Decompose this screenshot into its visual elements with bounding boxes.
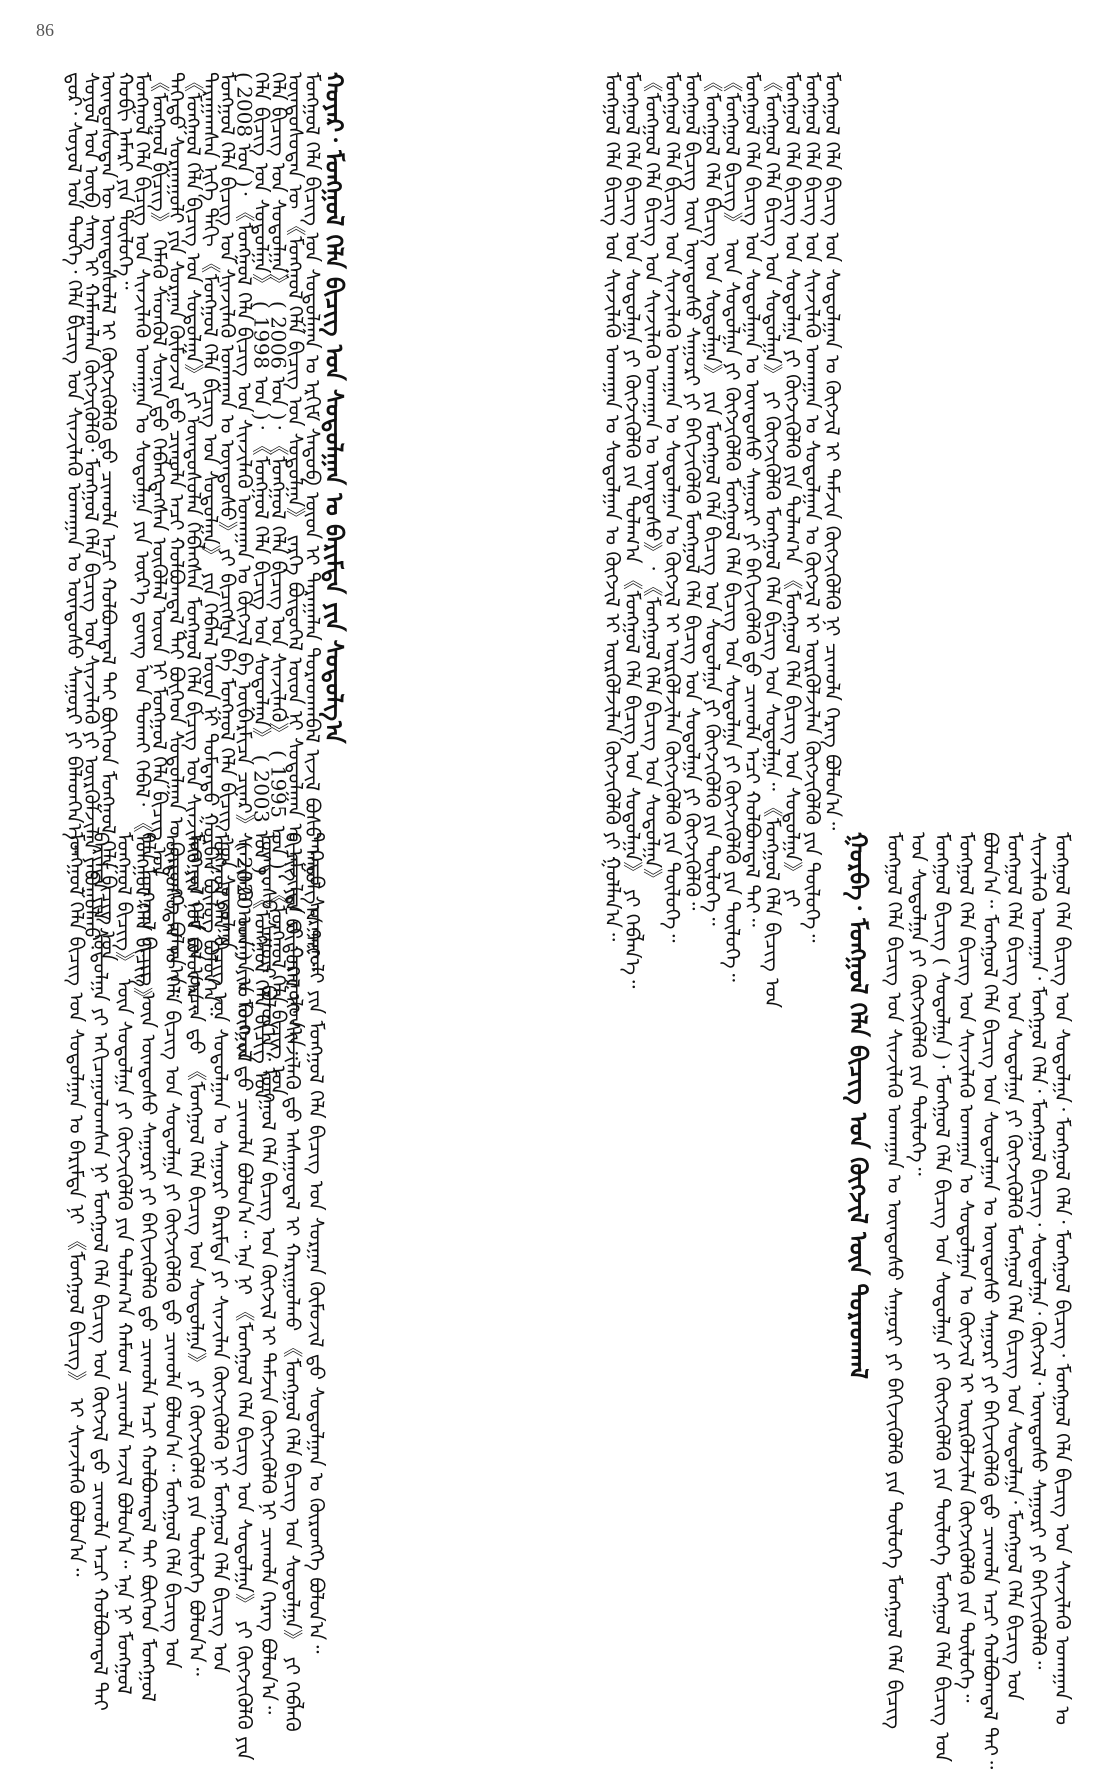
body-text-block-3 xyxy=(598,72,845,1008)
text-column: ᠤᠨ ᠰᠤᠳᠤᠯᠭᠠ ᠶᠢ ᠬᠥᠭᠵᠢᠭᠦᠯᠬᠦ ᠶᠢᠨ ᠲᠥᠯᠥᠭᠡ᠃ xyxy=(906,832,931,1176)
body-text-block-1 xyxy=(60,72,325,1101)
text-column: ᠮᠣᠩᠭᠣᠯ ᠬᠡᠯᠡ ᠪᠢᠴᠢᠭ ᠤᠨ ᠰᠢᠨᠵᠢᠯᠡᠬᠦ ᠤᠬᠠᠭᠠᠨ ᠤ ᠦᠨᠳᠦᠰᠦ ᠰᠠᠭᠤᠷᠢ ᠶᠢ ᠪᠡᠬᠢᠵᠢᠭᠦᠯᠬᠦ ᠶᠢᠨ ᠲᠥᠯᠥᠭᠡ ᠮᠣᠩᠭᠣᠯ ᠬᠡᠯᠡ ᠪᠢᠴᠢᠭ xyxy=(882,832,907,1730)
body-text-block-4 xyxy=(880,832,1075,1769)
text-column: ᠮᠣᠩᠭᠣᠯ ᠪᠢᠴᠢᠭ᠌》 ᠦᠨ ᠰᠤᠳᠤᠯᠭᠠ ᠶᠢ ᠬᠥᠭᠵᠢᠭᠦᠯᠬᠦ ᠶᠢᠨ ᠲᠤᠯᠠᠭ᠎ᠠ ᠬᠠᠮᠤᠭ ᠴᠢᠬᠤᠯᠠ ᠠᠵᠢᠯ ᠪᠣᠯᠤᠨ᠎ᠠ᠃ ᠡᠨᠡ ᠨᠢ ᠮᠣᠩᠭᠣᠯ xyxy=(112,832,137,1695)
text-column: ᠮᠣᠩᠭᠣᠯ ᠬᠡᠯᠡ ᠪᠢᠴᠢᠭ ᠤᠨ ᠰᠢᠨᠵᠢᠯᠡᠬᠦ ᠤᠬᠠᠭᠠᠨ ᠤ ᠰᠤᠳᠤᠯᠭᠠᠨ ᠤ ᠬᠥᠭᠵᠢᠯ ᠢ ᠦᠷᠭᠦᠯᠵᠢᠯᠡᠨ ᠬᠥᠭᠵᠢᠭᠦᠯᠬᠦ ᠶᠢᠨ ᠲᠥᠯᠥᠭᠡ᠃ xyxy=(800,72,825,943)
text-column: ᠮᠣᠩᠭᠣᠯ ᠬᠡᠯᠡ ᠪᠢᠴᠢᠭ ᠤᠨ ᠰᠤᠳᠤᠯᠭᠠ ᠶᠢ ᠬᠥᠭᠵᠢᠭᠦᠯᠬᠦ ᠶᠢᠨ ᠲᠤᠯᠠᠭ᠎ᠠ 《ᠮᠣᠩᠭᠣᠯ ᠬᠡᠯᠡ ᠪᠢᠴᠢᠭ ᠤᠨ ᠰᠤᠳᠤᠯᠭᠠ》 ᠶᠢ ᠬᠡᠪᠯᠡᠨ᠎ᠡ᠃ xyxy=(620,72,645,989)
text-column: ᠬᠡᠯᠡ ᠪᠢᠴᠢᠭ ᠤᠨ ᠰᠤᠳᠤᠯᠭᠠ》 ( 2006 ᠣᠨ )᠂ 《ᠮᠣᠩᠭᠣᠯ ᠬᠡᠯᠡ ᠪᠢᠴᠢᠭ ᠤᠨ ᠰᠢᠨᠵᠢᠯᠡᠬᠦ》 ( 1995 ᠣᠨ )᠂ 《ᠮᠣᠩᠭᠣᠯ ᠬᠡᠯᠡ ᠪᠢᠴᠢᠭ ᠤᠨ xyxy=(266,72,291,1096)
text-column: ᠦᠨᠳᠦᠰᠦᠲᠡᠨ ᠦ ᠬᠡᠯᠡ ᠪᠢᠴᠢᠭ ᠤᠨ ᠰᠤᠳᠤᠯᠭᠠ ᠶᠢ ᠬᠥᠭᠵᠢᠭᠦᠯᠬᠦ ᠳ᠋ᠤ ᠴᠢᠬᠤᠯᠠ ᠪᠣᠯᠤᠨ᠎ᠠ᠃ ᠮᠣᠩᠭᠣᠯ ᠬᠡᠯᠡ ᠪᠢᠴᠢᠭ ᠤᠨ xyxy=(160,832,185,1669)
text-column: ᠮᠣᠩᠭᠣᠯ ᠪᠢᠴᠢᠭ᠌ ᠦᠨ ᠦᠨᠳᠦᠰᠦ ᠰᠠᠭᠤᠷᠢ ᠶᠢ ᠪᠡᠬᠢᠵᠢᠭᠦᠯᠬᠦ ᠮᠣᠩᠭᠣᠯ ᠬᠡᠯᠡ ᠪᠢᠴᠢᠭ ᠤᠨ ᠰᠤᠳᠤᠯᠭᠠ ᠶᠢ ᠬᠥᠭᠵᠢᠭᠦᠯᠬᠦ᠃ xyxy=(680,72,705,911)
text-column: ᠦᠨᠳᠦᠰᠦ ᠰᠠᠭᠤᠷᠢ ᠪᠣᠯᠤᠨ᠎ᠠ᠃ ᠮᠣᠩᠭᠣᠯ ᠬᠡᠯᠡ ᠪᠢᠴᠢᠭ ᠤᠨ ᠬᠥᠭᠵᠢᠯ ᠢ ᠳᠡᠮᠵᠢᠨ ᠬᠥᠭᠵᠢᠭᠦᠯᠬᠦ ᠨᠢ ᠴᠢᠬᠤᠯᠠ ᠬᠡᠷᠡᠭ ᠪᠣᠯᠤᠨ᠎ᠠ᠃ xyxy=(256,832,281,1715)
text-column: ᠮᠣᠩᠭᠣᠯ ᠬᠡᠯᠡ ᠪᠢᠴᠢᠭ ᠤᠨ ᠰᠢᠨᠵᠢᠯᠡᠬᠦ ᠤᠬᠠᠭᠠᠨ ᠤ ᠦᠨᠳᠦᠰᠦ》 ᠶᠢ ᠪᠢᠴᠢᠭᠰᠡᠨ ᠪᠠ ᠮᠣᠩᠭᠣᠯ ᠬᠡᠯᠡ ᠪᠢᠴᠢᠭ ᠤᠨ ᠰᠤᠳᠤᠯᠭᠠ xyxy=(215,72,240,949)
text-column: ᠮᠣᠩᠭᠣᠯ ᠬᠡᠯᠡ ᠪᠢᠴᠢᠭ ᠤᠨ ᠰᠤᠳᠤᠯᠭᠠᠨ ᠤ ᠬᠥᠭᠵᠢᠯ ᠢ ᠳᠡᠮᠵᠢᠨ ᠬᠥᠭᠵᠢᠭᠦᠯᠬᠦ ᠨᠢ ᠴᠢᠬᠤᠯᠠ ᠬᠡᠷᠡᠭ ᠪᠣᠯᠤᠨ᠎ᠠ᠃ xyxy=(820,72,845,831)
text-column: ᠰᠣᠶᠣᠯ ᠤᠨ ᠦᠪ ᠰᠠᠩ ᠢ ᠬᠠᠮᠠᠭᠠᠯᠠᠨ ᠬᠥᠭᠵᠢᠭᠦᠯᠬᠦ᠂ ᠮᠣᠩᠭᠣᠯ ᠬᠡᠯᠡ ᠪᠢᠴᠢᠭ ᠤᠨ ᠰᠢᠨᠵᠢᠯᠡᠬᠦ ᠶᠢ ᠦᠷᠭᠦᠯᠵᠢᠯᠡᠨ ᠶᠠᠪᠤᠭᠤᠯᠬᠤ᠂ xyxy=(79,72,104,950)
text-column: ᠮᠣᠩᠭᠣᠯ ᠬᠡᠯᠡ ᠪᠢᠴᠢᠭ ᠤᠨ ᠰᠢᠨᠵᠢᠯᠡᠬᠦ ᠤᠬᠠᠭᠠᠨ ᠤ ᠰᠤᠳᠤᠯᠭᠠᠨ ᠤ ᠬᠥᠭᠵᠢᠯ ᠢ ᠦᠷᠭᠦᠯᠵᠢᠯᠡᠨ ᠬᠥᠭᠵᠢᠭᠦᠯᠬᠦ ᠶᠢᠨ ᠲᠥᠯᠥᠭᠡ᠃ xyxy=(954,832,979,1703)
text-column: ᠦᠨᠳᠦᠰᠦᠲᠡᠨ ᠦ ᠦᠨᠳᠦᠰᠦᠯᠡᠯ ᠢ ᠬᠥᠭᠵᠢᠭᠦᠯᠬᠦ ᠳ᠋ᠤ ᠴᠢᠬᠤᠯᠠ ᠠᠴᠢ ᠬᠣᠯᠪᠣᠭᠳᠠᠯ ᠲᠠᠢ ᠪᠥᠭᠡᠳ ᠮᠣᠩᠭᠣᠯ ᠬᠡᠯᠡ ᠪᠢᠴᠢᠭ ᠤᠨ xyxy=(96,72,121,962)
text-column: ᠮᠣᠩᠭᠣᠯ ᠬᠡᠯᠡ ᠪᠢᠴᠢᠭ ᠤᠨ ᠰᠤᠳᠤᠯᠭᠠ᠂ ᠮᠣᠩᠭᠣᠯ ᠬᠡᠯᠡ᠂ ᠮᠣᠩᠭᠣᠯ ᠪᠢᠴᠢᠭ᠌᠂ ᠮᠣᠩᠭᠣᠯ ᠬᠡᠯᠡ ᠪᠢᠴᠢᠭ ᠤᠨ ᠰᠢᠨᠵᠢᠯᠡᠬᠦ ᠤᠬᠠᠭᠠᠨ ᠤ xyxy=(1050,832,1075,1726)
text-column: ᠦᠨᠳᠦᠰᠦᠲᠡᠨ ᠦ 《ᠮᠣᠩᠭᠣᠯ ᠬᠡᠯᠡ ᠪᠢᠴᠢᠭ ᠤᠨ ᠰᠤᠳᠤᠯᠭᠠ》 ᠵᠡᠷᠭᠡ ᠪᠦᠲᠦᠭᠡᠯ ᠦᠳ ᠨᠢ ᠰᠤᠳᠤᠯᠭᠠᠨ ᠤ ᠠᠮᠵᠢᠯᠲᠠ ᠶᠢ ᠬᠠᠷᠠᠭᠤᠯᠤᠨ᠎ᠠ᠃ xyxy=(283,72,308,1060)
text-column: ᠰᠢᠨᠵᠢᠯᠡᠬᠦ ᠤᠬᠠᠭᠠᠨ ᠤ ᠬᠥᠭᠵᠢᠯ ᠳ᠋ᠦ ᠴᠢᠬᠤᠯᠠ ᠪᠣᠯᠤᠨ᠎ᠠ᠃ ᠡᠨᠡ ᠨᠢ 《ᠮᠣᠩᠭᠣᠯ ᠬᠡᠯᠡ ᠪᠢᠴᠢᠭ ᠤᠨ ᠰᠤᠳᠤᠯᠭᠠ》 ᠶᠢ ᠬᠥᠭᠵᠢᠭᠦᠯᠬᠦ ᠶᠢᠨ xyxy=(232,832,257,1761)
text-column: ᠮᠣᠩᠭᠣᠯ ᠬᠡᠯᠡ ᠪᠢᠴᠢᠭ ᠤᠨ ᠰᠤᠳᠤᠯᠭᠠᠨ ᠤ ᠡᠷᠬᠢᠮ ᠰᠡᠳᠦᠪ ᠦᠳ ᠢ ᠳᠠᠷᠠᠭᠠᠯᠠᠨ ᠳᠤᠷᠠᠳᠬᠠᠪᠠᠯ ᠢᠵᠢᠯ ᠪᠤᠰᠤ ᠠᠭᠤᠯᠭ᠎ᠠ ᠲᠠᠢ᠃ xyxy=(300,72,325,972)
text-column: ᠮᠣᠩᠭᠣᠯ ᠬᠡᠯᠡ ᠪᠢᠴᠢᠭ ᠤᠨ ᠰᠢᠨᠵᠢᠯᠡᠬᠦ ᠤᠬᠠᠭᠠᠨ ᠤ ᠰᠤᠳᠤᠯᠭᠠ ᠶᠢᠨ ᠦᠷ᠎ᠡ ᠳ᠋ᠦᠩ ᠤᠨ ᠲᠤᠬᠠᠢ ᠭᠡᠪᠡᠯ᠂ 《ᠮᠣᠩᠭᠣᠯ ᠬᠡᠯᠡ ᠪᠢᠴᠢᠭ᠌》 xyxy=(130,72,155,1008)
section-heading-3: ᠭᠤᠷᠪᠠ᠂ ᠮᠣᠩᠭᠣᠯ ᠬᠡᠯᠡ ᠪᠢᠴᠢᠭ ᠤᠨ ᠬᠥᠭᠵᠢᠯ ᠦᠨ ᠳᠤᠷᠠᠳᠬᠠᠯ xyxy=(844,832,873,1380)
text-column: ᠬᠡᠯᠡ ᠪᠢᠴᠢᠭ ᠤᠨ ᠰᠤᠳᠤᠯᠭᠠ》 ( 1998 ᠣᠨ )᠂ 《ᠮᠣᠩᠭᠣᠯ ᠬᠡᠯᠡ ᠪᠢᠴᠢᠭ ᠤᠨ ᠰᠤᠳᠤᠯᠭᠠ》 ( 2003 ᠣᠨ )᠂ 《ᠮᠣᠩᠭᠣᠯ ᠬᠡᠯᠡ ᠪᠢᠴᠢᠭ ᠤᠨ xyxy=(249,72,274,1101)
text-column: 《ᠮᠣᠩᠭᠣᠯ ᠬᠡᠯᠡ ᠪᠢᠴᠢᠭ ᠤᠨ ᠰᠤᠳᠤᠯᠭᠠ》 ᠶᠢ ᠦᠨᠳᠦᠰᠦᠯᠡᠨ ᠬᠡᠪᠯᠡᠭᠰᠡᠨ ᠮᠣᠩᠭᠣᠯ ᠬᠡᠯᠡ ᠪᠢᠴᠢᠭ ᠤᠨ ᠰᠢᠨᠵᠢᠯᠡᠬᠦ ᠶᠢᠨ ᠨᠣᠮ ᠪᠣᠯᠤᠨ᠎ᠠ᠃ xyxy=(181,72,206,1013)
text-column: 《ᠮᠣᠩᠭᠣᠯ ᠪᠢᠴᠢᠭ᠌》 ᠬᠡᠮᠡᠬᠦ ᠰᠡᠳᠬᠦᠯ ᠰᠣᠨᠢᠨ ᠳ᠋ᠤ ᠬᠡᠪᠯᠡᠭᠳᠡᠭᠰᠡᠨ ᠥᠭᠦᠯᠡᠯ ᠦᠳ ᠨᠢ ᠮᠣᠩᠭᠣᠯ ᠬᠡᠯᠡ ᠪᠢᠴᠢᠭ ᠤᠨ xyxy=(147,72,172,877)
text-column: ᠳᠡᠭᠡᠳᠦ ᠰᠤᠷᠭᠠᠭᠤᠯᠢ ᠶᠢᠨ ᠮᠣᠩᠭᠣᠯ ᠬᠡᠯᠡ ᠪᠢᠴᠢᠭ ᠤᠨ ᠰᠤᠷᠭᠠᠨ ᠬᠦᠮᠦᠵᠢᠯ ᠳ᠋ᠦ ᠰᠤᠳᠤᠯᠭᠠᠨ ᠤ ᠬᠥᠷᠥᠩᠭᠡ ᠪᠣᠯᠤᠨ᠎ᠠ᠃ xyxy=(304,832,329,1654)
text-column: ᠮᠣᠩᠭᠣᠯ ᠬᠡᠯᠡ ᠪᠢᠴᠢᠭ ᠤᠨ ᠰᠤᠳᠤᠯᠭᠠ ᠶᠢ ᠬᠥᠭᠵᠢᠭᠦᠯᠬᠦ ᠶᠢᠨ ᠲᠤᠯᠠᠭ᠎ᠠ 《ᠮᠣᠩᠭᠣᠯ ᠬᠡᠯᠡ ᠪᠢᠴᠢᠭ ᠤᠨ ᠰᠤᠳᠤᠯᠭᠠ》 ᠶᠢ xyxy=(780,72,805,908)
text-column: ᠮᠣᠩᠭᠣᠯ ᠬᠡᠯᠡ ᠪᠢᠴᠢᠭ ᠤᠨ ᠰᠤᠳᠤᠯᠭᠠᠨ ᠤ ᠰᠠᠭᠤᠷᠢ ᠪᠠᠷᠢᠮᠲᠠ ᠶᠢ ᠰᠢᠨᠵᠢᠯᠡᠨ ᠬᠥᠭᠵᠢᠭᠦᠯᠬᠦ ᠨᠢ ᠮᠣᠩᠭᠣᠯ ᠬᠡᠯᠡ ᠪᠢᠴᠢᠭ ᠤᠨ xyxy=(208,832,233,1673)
text-column: ᠮᠣᠩᠭᠣᠯ ᠬᠡᠯᠡ ᠪᠢᠴᠢᠭ ᠤᠨ ᠰᠤᠳᠤᠯᠭᠠᠨ ᠤ ᠪᠠᠷᠢᠮᠲᠠ ᠨᠢ 《ᠮᠣᠩᠭᠣᠯ ᠪᠢᠴᠢᠭ᠌》 ᠢ ᠰᠢᠨᠵᠢᠯᠡᠬᠦ ᠪᠣᠯᠤᠨ᠎ᠠ᠃ xyxy=(64,832,89,1577)
text-column: ᠮᠣᠩᠭᠣᠯ ᠬᠡᠯᠡ ᠪᠢᠴᠢᠭ ᠤᠨ ᠰᠤᠳᠤᠯᠭᠠ ᠶᠢ ᠬᠥᠭᠵᠢᠭᠦᠯᠬᠦ ᠮᠣᠩᠭᠣᠯ ᠬᠡᠯᠡ ᠪᠢᠴᠢᠭ ᠤᠨ ᠰᠤᠳᠤᠯᠭᠠ᠂ ᠮᠣᠩᠭᠣᠯ ᠬᠡᠯᠡ ᠪᠢᠴᠢᠭ ᠤᠨ xyxy=(1002,832,1027,1701)
page-number: 86 xyxy=(36,20,54,40)
text-column: ᠮᠣᠩᠭᠣᠯ ᠬᠡᠯᠡ ᠪᠢᠴᠢᠭ ᠤᠨ ᠰᠢᠨᠵᠢᠯᠡᠬᠦ ᠤᠬᠠᠭᠠᠨ ᠤ ᠰᠤᠳᠤᠯᠭᠠᠨ ᠤ ᠬᠥᠭᠵᠢᠯ ᠢ ᠦᠷᠭᠦᠯᠵᠢᠯᠡᠨ ᠬᠥᠭᠵᠢᠭᠦᠯᠬᠦ ᠶᠢ ᠭᠣᠯᠯᠠᠨ᠎ᠠ᠃ xyxy=(600,72,625,942)
text-column: ᠳ᠋ᠤᠷ᠂ ᠰᠣᠶᠣᠯ ᠤᠨ ᠲᠡᠦᠬᠡ᠂ ᠬᠡᠯᠡ ᠪᠢᠴᠢᠭ ᠤᠨ ᠰᠢᠨᠵᠢᠯᠡᠬᠦ ᠤᠬᠠᠭᠠᠨ ᠤ ᠦᠨᠳᠦᠰᠦ ᠰᠠᠭᠤᠷᠢ ᠶᠢ ᠪᠡᠯᠡᠳᠬᠡᠨ᠎ᠡ᠃ xyxy=(62,72,87,854)
text-column: ᠲᠠᠷᠠᠭᠠᠭᠰᠠᠨ ᠨᠢᠭᠡ ᠳᠡᠬᠢ 《ᠮᠣᠩᠭᠣᠯ ᠬᠡᠯᠡ ᠪᠢᠴᠢᠭ ᠤᠨ ᠰᠤᠳᠤᠯᠭᠠ》 ᠶᠢᠨ ᠬᠡᠪᠯᠡᠯ ᠦᠳ ᠨᠢ ᠳᠤᠮᠳᠠᠳᠤ ᠭᠤᠷᠪᠠᠨ ᠪᠦᠯᠦᠭ ᠪᠣᠯᠤᠨ᠎ᠠ᠃ xyxy=(198,72,223,1016)
body-text-block-2 xyxy=(62,832,329,1761)
text-column: 《ᠮᠣᠩᠭᠣᠯ ᠬᠡᠯᠡ ᠪᠢᠴᠢᠭ ᠤᠨ ᠰᠤᠳᠤᠯᠭᠠ》 ᠶᠢ ᠬᠥᠭᠵᠢᠭᠦᠯᠬᠦ ᠮᠣᠩᠭᠣᠯ ᠬᠡᠯᠡ ᠪᠢᠴᠢᠭ ᠤᠨ ᠰᠤᠳᠤᠯᠭᠠ᠃ 《ᠮᠣᠩᠭᠣᠯ ᠬᠡᠯᠡ ᠪᠢᠴᠢᠭ ᠤᠨ xyxy=(760,72,785,1008)
text-column: ( 2008 ᠣᠨ )᠂ 《ᠮᠣᠩᠭᠣᠯ ᠬᠡᠯᠡ ᠪᠢᠴᠢᠭ ᠤᠨ ᠰᠢᠨᠵᠢᠯᠡᠬᠦ ᠤᠬᠠᠭᠠᠨ ᠤ ᠬᠥᠭᠵᠢᠯ ᠪᠠ ᠦᠪᠡᠷᠮᠢᠴᠡ ᠴᠢᠨᠠᠷ》 ( 2020 ᠣᠨ ) ᠶᠢᠨ ᠮᠣᠩᠭᠣᠯ xyxy=(232,72,257,1063)
text-column: ᠳᠡᠭᠡᠳᠦ ᠰᠤᠷᠭᠠᠭᠤᠯᠢ ᠶᠢᠨ ᠰᠤᠷᠭᠠᠨ ᠬᠦᠮᠦᠵᠢᠯ ᠳ᠋ᠦ ᠴᠢᠬᠤᠯᠠ ᠠᠴᠢ ᠬᠣᠯᠪᠣᠭᠳᠠᠯ ᠲᠠᠢ ᠪᠥᠭᠡᠳ ᠰᠤᠳᠤᠯᠭᠠᠨ ᠤ ᠬᠥᠷᠥᠩᠭᠡ ᠪᠣᠯᠤᠨ᠎ᠠ᠃ xyxy=(164,72,189,998)
text-column: 《ᠮᠣᠩᠭᠣᠯ ᠪᠢᠴᠢᠭ᠌》 ᠦᠨ ᠰᠤᠳᠤᠯᠭᠠ ᠶᠢ ᠬᠥᠭᠵᠢᠭᠦᠯᠬᠦ ᠮᠣᠩᠭᠣᠯ ᠬᠡᠯᠡ ᠪᠢᠴᠢᠭ ᠤᠨ ᠰᠤᠳᠤᠯᠭᠠ ᠶᠢ ᠬᠥᠭᠵᠢᠭᠦᠯᠬᠦ ᠶᠢᠨ ᠲᠥᠯᠥᠭᠡ᠃ xyxy=(720,72,745,982)
text-column: 《ᠮᠣᠩᠭᠣᠯ ᠬᠡᠯᠡ ᠪᠢᠴᠢᠭ ᠤᠨ ᠰᠢᠨᠵᠢᠯᠡᠬᠦ ᠤᠬᠠᠭᠠᠨ ᠤ ᠦᠨᠳᠦᠰᠦ》᠂ 《ᠮᠣᠩᠭᠣᠯ ᠬᠡᠯᠡ ᠪᠢᠴᠢᠭ ᠤᠨ ᠰᠤᠳᠤᠯᠭᠠ》 xyxy=(640,72,665,889)
text-column: ᠮᠣᠩᠭᠣᠯ ᠪᠢᠴᠢᠭ᠌ ( ᠰᠤᠳᠤᠯᠭᠠ )᠂ ᠮᠣᠩᠭᠣᠯ ᠬᠡᠯᠡ ᠪᠢᠴᠢᠭ ᠤᠨ ᠰᠤᠳᠤᠯᠭᠠ ᠶᠢ ᠬᠥᠭᠵᠢᠭᠦᠯᠬᠦ ᠶᠢᠨ ᠲᠥᠯᠥᠭᠡ ᠮᠣᠩᠭᠣᠯ ᠬᠡᠯᠡ ᠪᠢᠴᠢᠭ ᠤᠨ xyxy=(930,832,955,1763)
text-column: 《ᠮᠣᠩᠭᠣᠯ ᠬᠡᠯᠡ ᠪᠢᠴᠢᠭ ᠤᠨ ᠰᠤᠳᠤᠯᠭᠠ》 ᠶᠢᠨ ᠮᠣᠩᠭᠣᠯ ᠬᠡᠯᠡ ᠪᠢᠴᠢᠭ ᠤᠨ ᠰᠤᠳᠤᠯᠭᠠ ᠶᠢ ᠬᠥᠭᠵᠢᠭᠦᠯᠬᠦ ᠶᠢᠨ ᠲᠥᠯᠥᠭᠡ᠃ xyxy=(700,72,725,926)
text-column: ᠪᠠᠷᠢᠮᠲᠠ ᠶᠢᠨ ᠰᠤᠳᠤᠯᠭᠠ ᠶᠢ ᠠᠬᠢᠴᠠᠭᠤᠯᠤᠭᠰᠠᠨ ᠨᠢ ᠮᠣᠩᠭᠣᠯ ᠬᠡᠯᠡ ᠪᠢᠴᠢᠭ ᠤᠨ ᠬᠥᠭᠵᠢᠯ ᠳ᠋ᠤ ᠴᠢᠬᠤᠯᠠ ᠠᠴᠢ ᠬᠣᠯᠪᠣᠭᠳᠠᠯ ᠲᠠᠢ xyxy=(88,832,113,1711)
text-column: ᠮᠣᠩᠭᠣᠯ ᠬᠡᠯᠡ ᠪᠢᠴᠢᠭ ᠤᠨ ᠰᠤᠳᠤᠯᠭᠠᠨ ᠤ ᠦᠨᠳᠦᠰᠦ ᠰᠠᠭᠤᠷᠢ ᠶᠢ ᠪᠡᠬᠢᠵᠢᠭᠦᠯᠬᠦ ᠳ᠋ᠦ ᠴᠢᠬᠤᠯᠠ ᠠᠴᠢ ᠬᠣᠯᠪᠣᠭᠳᠠᠯ ᠲᠠᠢ᠃ xyxy=(740,72,765,927)
text-column: ᠪᠢᠴᠢᠭ᠌ ᠶᠢᠨ ᠪᠦᠲᠦᠭᠡᠯ ᠢ ᠰᠢᠨᠵᠢᠯᠡᠬᠦ ᠳ᠋ᠦ ᠠᠰᠠᠭᠤᠳᠠᠯ ᠢ ᠬᠠᠷᠢᠭᠤᠯᠬᠤ 《ᠮᠣᠩᠭᠣᠯ ᠬᠡᠯᠡ ᠪᠢᠴᠢᠭ ᠤᠨ ᠰᠤᠳᠤᠯᠭᠠ》 ᠶᠢ ᠬᠡᠪᠯᠡᠬᠦ xyxy=(280,832,305,1732)
text-column: ᠰᠢᠨᠵᠢᠯᠡᠬᠦ ᠤᠬᠠᠭᠠᠨ᠂ ᠮᠣᠩᠭᠣᠯ ᠬᠡᠯᠡ᠂ ᠮᠣᠩᠭᠣᠯ ᠪᠢᠴᠢᠭ᠌᠂ ᠰᠤᠳᠤᠯᠭᠠ᠂ ᠬᠥᠭᠵᠢᠯ᠂ ᠦᠨᠳᠦᠰᠦ ᠰᠠᠭᠤᠷᠢ ᠶᠢ ᠪᠡᠬᠢᠵᠢᠭᠦᠯᠬᠦ᠃ xyxy=(1026,832,1051,1670)
text-column: ᠮᠣᠩᠭᠣᠯ ᠬᠡᠯᠡ ᠪᠢᠴᠢᠭ ᠤᠨ ᠰᠢᠨᠵᠢᠯᠡᠬᠦ ᠤᠬᠠᠭᠠᠨ ᠤ ᠰᠤᠳᠤᠯᠭᠠᠨ ᠤ ᠬᠥᠭᠵᠢᠯ ᠢ ᠦᠷᠭᠦᠯᠵᠢᠯᠡᠨ ᠬᠥᠭᠵᠢᠭᠦᠯᠬᠦ ᠶᠢᠨ ᠲᠥᠯᠥᠭᠡ᠃ xyxy=(660,72,685,943)
section-heading-2: ᠬᠣᠶᠠᠷ᠂ ᠮᠣᠩᠭᠣᠯ ᠬᠡᠯᠡ ᠪᠢᠴᠢᠭ ᠤᠨ ᠰᠤᠳᠤᠯᠭᠠᠨ ᠤ ᠪᠠᠷᠢᠮᠲᠠ ᠶᠢᠨ ᠰᠤᠳᠤᠯᠭ᠎ᠠ xyxy=(320,72,349,744)
text-column: ᠪᠣᠯᠤᠨ᠎ᠠ᠃ ᠮᠣᠩᠭᠣᠯ ᠬᠡᠯᠡ ᠪᠢᠴᠢᠭ ᠤᠨ ᠰᠤᠳᠤᠯᠭᠠᠨ ᠤ ᠦᠨᠳᠦᠰᠦ ᠰᠠᠭᠤᠷᠢ ᠶᠢ ᠪᠡᠬᠢᠵᠢᠭᠦᠯᠬᠦ ᠳ᠋ᠦ ᠴᠢᠬᠤᠯᠠ ᠠᠴᠢ ᠬᠣᠯᠪᠣᠭᠳᠠᠯ ᠲᠠᠢ᠃ xyxy=(978,832,1003,1769)
text-column: ᠮᠣᠩᠭᠣᠯ ᠬᠡᠯᠡ ᠶᠢᠨ ᠤᠷᠴᠢᠨ ᠳ᠋ᠤ 《ᠮᠣᠩᠭᠣᠯ ᠬᠡᠯᠡ ᠪᠢᠴᠢᠭ ᠤᠨ ᠰᠤᠳᠤᠯᠭᠠ》 ᠶᠢ ᠬᠥᠭᠵᠢᠭᠦᠯᠬᠦ ᠶᠢᠨ ᠲᠥᠯᠥᠭᠡ ᠪᠣᠯᠤᠨ᠎ᠠ᠃ xyxy=(184,832,209,1676)
text-column: ᠬᠣᠪᠢ ᠨᠡᠮᠡᠷᠢ ᠶᠢᠨ ᠲᠥᠯᠥᠭᠡ᠃ xyxy=(113,72,138,290)
text-column: ᠬᠡᠯᠡ ᠮᠣᠩᠭᠣᠯ ᠪᠢᠴᠢᠭ ᠦᠨ ᠦᠨᠳᠦᠰᠦ ᠰᠠᠭᠤᠷᠢ ᠶᠢ ᠪᠡᠬᠢᠵᠢᠭᠦᠯᠬᠦ ᠳ᠋ᠦ ᠴᠢᠬᠤᠯᠠ ᠠᠴᠢ ᠬᠣᠯᠪᠣᠭᠳᠠᠯ ᠲᠠᠢ ᠪᠥᠭᠡᠳ ᠮᠣᠩᠭᠣᠯ xyxy=(136,832,161,1702)
